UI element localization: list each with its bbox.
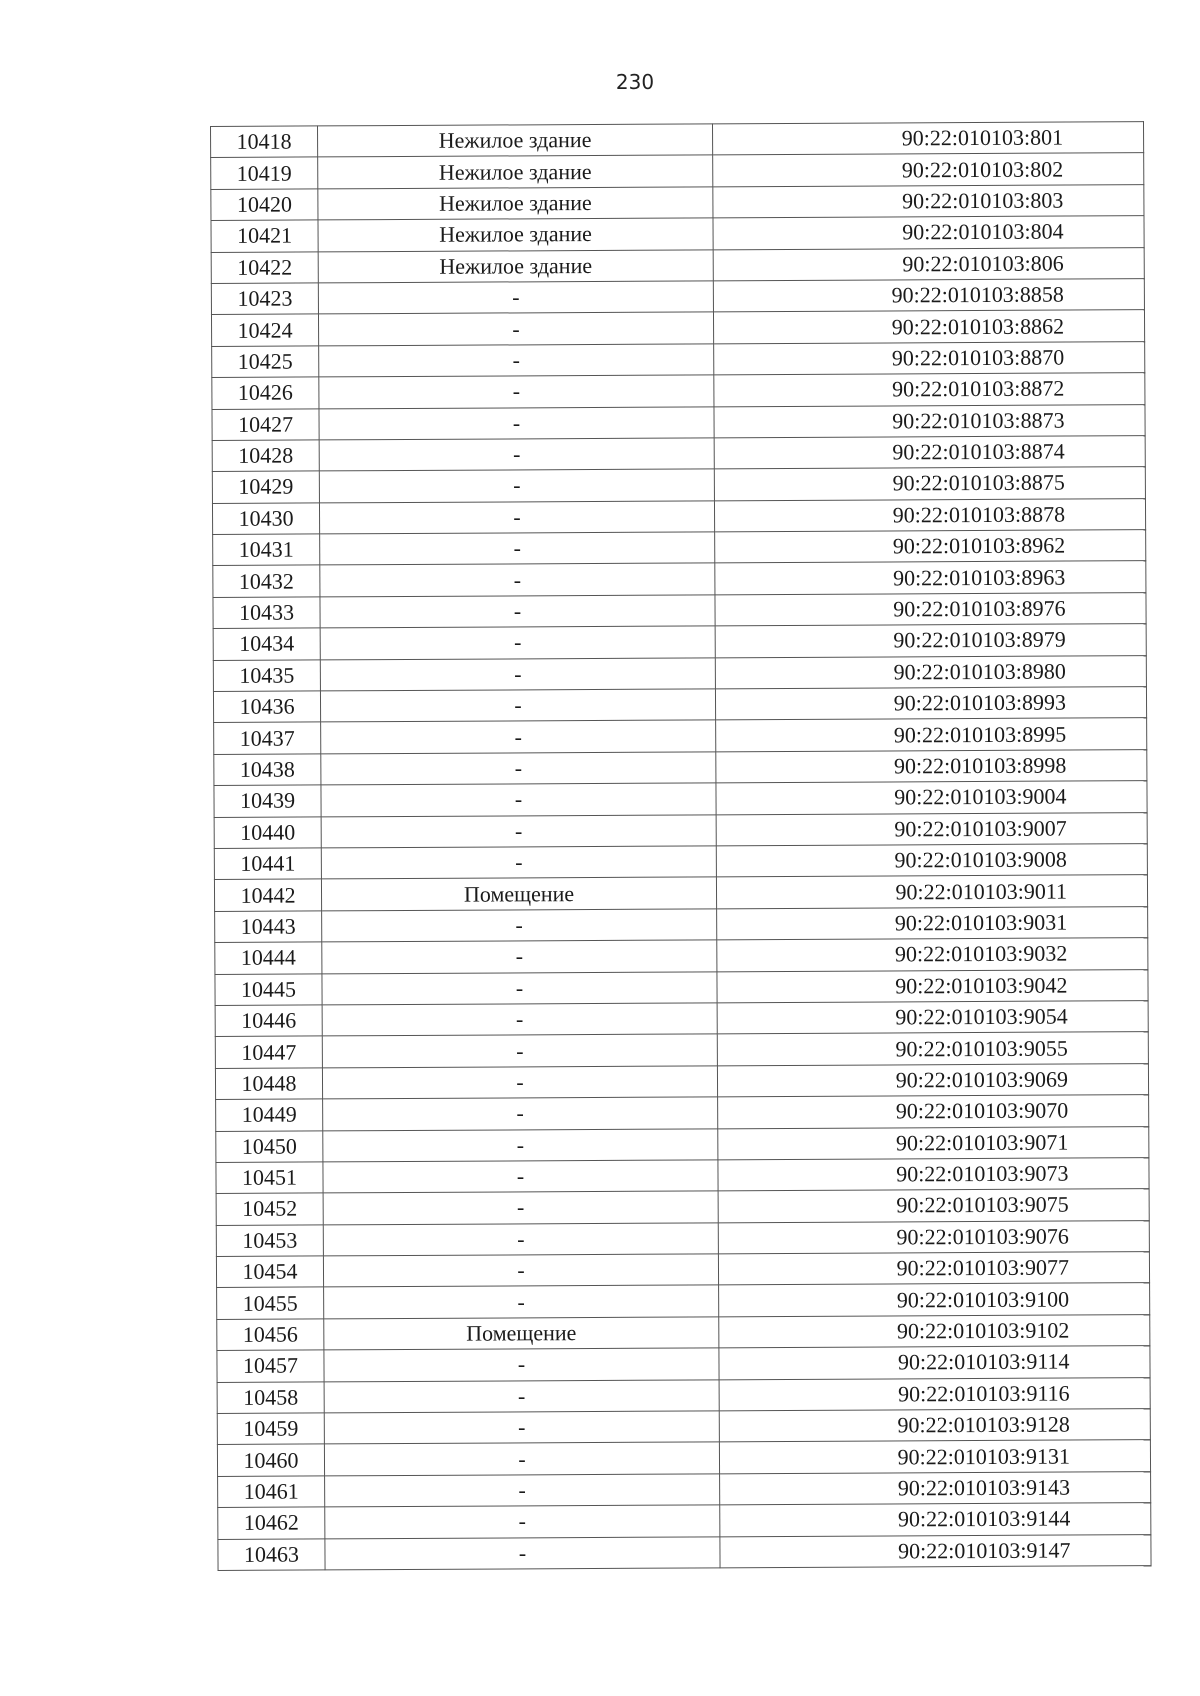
row-number-cell: 10440 xyxy=(214,817,321,849)
row-number-cell: 10448 xyxy=(215,1068,322,1100)
table-row xyxy=(215,1001,1148,1037)
table-row xyxy=(217,1346,1150,1382)
table-row xyxy=(213,687,1146,723)
table-row xyxy=(215,938,1148,974)
cadastral-number-cell: 90:22:010103:8870 xyxy=(714,341,1145,375)
table-row xyxy=(214,875,1147,911)
table-row xyxy=(217,1409,1150,1445)
object-name-cell: Нежилое здание xyxy=(318,155,713,188)
table-row xyxy=(214,781,1147,817)
object-name-cell: - xyxy=(324,1379,719,1412)
cadastral-number-cell: 90:22:010103:9143 xyxy=(720,1471,1151,1505)
table-row xyxy=(216,1252,1149,1288)
table-row xyxy=(215,1032,1148,1068)
object-name-cell: - xyxy=(323,1223,718,1256)
object-name-cell: - xyxy=(325,1474,720,1507)
table-row xyxy=(218,1471,1151,1507)
object-name-cell: - xyxy=(323,1254,718,1287)
cadastral-number-cell: 90:22:010103:9077 xyxy=(718,1252,1149,1286)
cadastral-number-cell: 90:22:010103:9131 xyxy=(719,1440,1150,1474)
row-number-cell: 10431 xyxy=(213,534,320,566)
cadastral-number-cell: 90:22:010103:8980 xyxy=(715,655,1146,689)
row-number-cell: 10442 xyxy=(214,879,321,911)
object-name-cell: - xyxy=(321,720,716,753)
cadastral-number-cell: 90:22:010103:9070 xyxy=(718,1095,1149,1129)
row-number-cell: 10422 xyxy=(211,251,318,283)
cadastral-number-cell: 90:22:010103:802 xyxy=(713,153,1144,187)
table-row xyxy=(215,1063,1148,1099)
object-name-cell: Нежилое здание xyxy=(318,187,713,220)
registry-table xyxy=(210,121,1152,1571)
object-name-cell: - xyxy=(320,658,715,691)
object-name-cell: - xyxy=(325,1505,720,1538)
cadastral-number-cell: 90:22:010103:9008 xyxy=(716,844,1147,878)
object-name-cell: Нежилое здание xyxy=(318,124,713,157)
object-name-cell: - xyxy=(324,1348,719,1381)
table-row xyxy=(213,624,1146,660)
cadastral-number-cell: 90:22:010103:9054 xyxy=(717,1001,1148,1035)
object-name-cell: - xyxy=(324,1411,719,1444)
table-row xyxy=(217,1314,1150,1350)
table-row xyxy=(216,1095,1149,1131)
row-number-cell: 10451 xyxy=(216,1162,323,1194)
table-row xyxy=(216,1126,1149,1162)
cadastral-number-cell: 90:22:010103:8962 xyxy=(715,530,1146,564)
row-number-cell: 10458 xyxy=(217,1382,324,1414)
object-name-cell: - xyxy=(318,312,713,345)
row-number-cell: 10462 xyxy=(218,1507,325,1539)
row-number-cell: 10453 xyxy=(216,1225,323,1257)
table-row xyxy=(211,310,1144,346)
object-name-cell: - xyxy=(319,438,714,471)
table-row xyxy=(217,1440,1150,1476)
cadastral-number-cell: 90:22:010103:8874 xyxy=(714,436,1145,470)
row-number-cell: 10439 xyxy=(214,785,321,817)
row-number-cell: 10447 xyxy=(215,1036,322,1068)
object-name-cell: Помещение xyxy=(324,1317,719,1350)
table-row xyxy=(213,530,1146,566)
table-row xyxy=(217,1283,1150,1319)
cadastral-number-cell: 90:22:010103:9055 xyxy=(717,1032,1148,1066)
object-name-cell: - xyxy=(320,595,715,628)
object-name-cell: - xyxy=(322,1003,717,1036)
cadastral-number-cell: 90:22:010103:9144 xyxy=(720,1503,1151,1537)
cadastral-number-cell: 90:22:010103:9100 xyxy=(719,1283,1150,1317)
object-name-cell: - xyxy=(322,1034,717,1067)
cadastral-number-cell: 90:22:010103:803 xyxy=(713,184,1144,218)
row-number-cell: 10446 xyxy=(215,1005,322,1037)
table-row xyxy=(211,247,1144,283)
row-number-cell: 10463 xyxy=(218,1538,325,1570)
cadastral-number-cell: 90:22:010103:9007 xyxy=(716,812,1147,846)
cadastral-number-cell: 90:22:010103:8979 xyxy=(715,624,1146,658)
cadastral-number-cell: 90:22:010103:8872 xyxy=(714,373,1145,407)
row-number-cell: 10457 xyxy=(217,1350,324,1382)
cadastral-number-cell: 90:22:010103:9032 xyxy=(717,938,1148,972)
cadastral-number-cell: 90:22:010103:8976 xyxy=(715,592,1146,626)
row-number-cell: 10444 xyxy=(215,942,322,974)
object-name-cell: - xyxy=(320,532,715,565)
cadastral-number-cell: 90:22:010103:9004 xyxy=(716,781,1147,815)
object-name-cell: - xyxy=(323,1191,718,1224)
row-number-cell: 10430 xyxy=(212,503,319,535)
table-row xyxy=(212,373,1145,409)
table-row xyxy=(214,718,1147,754)
object-name-cell: - xyxy=(323,1097,718,1130)
cadastral-number-cell: 90:22:010103:9128 xyxy=(719,1409,1150,1443)
row-number-cell: 10436 xyxy=(213,691,320,723)
row-number-cell: 10435 xyxy=(213,660,320,692)
registry-table-body xyxy=(211,122,1152,1571)
table-row xyxy=(211,122,1144,158)
row-number-cell: 10429 xyxy=(212,471,319,503)
cadastral-number-cell: 90:22:010103:9069 xyxy=(717,1063,1148,1097)
table-row xyxy=(213,655,1146,691)
object-name-cell: - xyxy=(325,1536,720,1569)
table-row xyxy=(212,498,1145,534)
row-number-cell: 10425 xyxy=(212,346,319,378)
table-row xyxy=(211,216,1144,252)
table-row xyxy=(217,1377,1150,1413)
table-row xyxy=(214,844,1147,880)
row-number-cell: 10424 xyxy=(211,314,318,346)
row-number-cell: 10418 xyxy=(211,126,318,158)
object-name-cell: - xyxy=(319,344,714,377)
cadastral-number-cell: 90:22:010103:8875 xyxy=(714,467,1145,501)
object-name-cell: - xyxy=(321,814,716,847)
table-row xyxy=(213,592,1146,628)
object-name-cell: - xyxy=(324,1285,719,1318)
cadastral-number-cell: 90:22:010103:8873 xyxy=(714,404,1145,438)
table-row xyxy=(216,1157,1149,1193)
object-name-cell: - xyxy=(323,1128,718,1161)
cadastral-number-cell: 90:22:010103:9073 xyxy=(718,1157,1149,1191)
cadastral-number-cell: 90:22:010103:9147 xyxy=(720,1534,1151,1568)
row-number-cell: 10427 xyxy=(212,408,319,440)
cadastral-number-cell: 90:22:010103:9031 xyxy=(717,906,1148,940)
row-number-cell: 10432 xyxy=(213,565,320,597)
object-name-cell: - xyxy=(319,375,714,408)
object-name-cell: - xyxy=(321,752,716,785)
row-number-cell: 10434 xyxy=(213,628,320,660)
page-number: 230 xyxy=(615,70,655,94)
cadastral-number-cell: 90:22:010103:9042 xyxy=(717,969,1148,1003)
row-number-cell: 10441 xyxy=(214,848,321,880)
cadastral-number-cell: 90:22:010103:8963 xyxy=(715,561,1146,595)
table-row xyxy=(218,1534,1151,1570)
cadastral-number-cell: 90:22:010103:8995 xyxy=(716,718,1147,752)
row-number-cell: 10452 xyxy=(216,1193,323,1225)
object-name-cell: Нежилое здание xyxy=(318,249,713,282)
object-name-cell: - xyxy=(321,846,716,879)
row-number-cell: 10450 xyxy=(216,1130,323,1162)
table-row xyxy=(211,279,1144,315)
cadastral-number-cell: 90:22:010103:8998 xyxy=(716,749,1147,783)
row-number-cell: 10423 xyxy=(211,283,318,315)
table-row xyxy=(214,812,1147,848)
table-row xyxy=(213,561,1146,597)
cadastral-number-cell: 90:22:010103:801 xyxy=(712,122,1143,156)
row-number-cell: 10456 xyxy=(217,1319,324,1351)
object-name-cell: - xyxy=(318,281,713,314)
table-row xyxy=(216,1220,1149,1256)
cadastral-number-cell: 90:22:010103:9102 xyxy=(719,1314,1150,1348)
table-row xyxy=(211,184,1144,220)
table-row xyxy=(214,749,1147,785)
object-name-cell: - xyxy=(320,563,715,596)
row-number-cell: 10420 xyxy=(211,189,318,221)
object-name-cell: - xyxy=(322,909,717,942)
object-name-cell: - xyxy=(322,1066,717,1099)
object-name-cell: - xyxy=(320,626,715,659)
object-name-cell: - xyxy=(319,501,714,534)
object-name-cell: - xyxy=(322,940,717,973)
object-name-cell: - xyxy=(323,1160,718,1193)
table-row xyxy=(212,404,1145,440)
row-number-cell: 10454 xyxy=(216,1256,323,1288)
row-number-cell: 10437 xyxy=(214,722,321,754)
row-number-cell: 10438 xyxy=(214,754,321,786)
row-number-cell: 10455 xyxy=(217,1287,324,1319)
row-number-cell: 10459 xyxy=(217,1413,324,1445)
cadastral-number-cell: 90:22:010103:9071 xyxy=(718,1126,1149,1160)
table-row xyxy=(212,436,1145,472)
row-number-cell: 10460 xyxy=(217,1444,324,1476)
table-row xyxy=(212,341,1145,377)
cadastral-number-cell: 90:22:010103:806 xyxy=(713,247,1144,281)
table-row xyxy=(215,906,1148,942)
table-row xyxy=(211,153,1144,189)
cadastral-number-cell: 90:22:010103:8878 xyxy=(714,498,1145,532)
table-row xyxy=(218,1503,1151,1539)
cadastral-number-cell: 90:22:010103:9075 xyxy=(718,1189,1149,1223)
row-number-cell: 10445 xyxy=(215,973,322,1005)
row-number-cell: 10433 xyxy=(213,597,320,629)
table-row xyxy=(216,1189,1149,1225)
cadastral-number-cell: 90:22:010103:8993 xyxy=(715,687,1146,721)
cadastral-number-cell: 90:22:010103:9076 xyxy=(718,1220,1149,1254)
row-number-cell: 10421 xyxy=(211,220,318,252)
row-number-cell: 10426 xyxy=(212,377,319,409)
row-number-cell: 10419 xyxy=(211,157,318,189)
row-number-cell: 10443 xyxy=(215,911,322,943)
object-name-cell: - xyxy=(322,971,717,1004)
object-name-cell: - xyxy=(324,1442,719,1475)
cadastral-number-cell: 90:22:010103:9116 xyxy=(719,1377,1150,1411)
object-name-cell: Нежилое здание xyxy=(318,218,713,251)
object-name-cell: - xyxy=(319,406,714,439)
cadastral-number-cell: 90:22:010103:9114 xyxy=(719,1346,1150,1380)
row-number-cell: 10449 xyxy=(216,1099,323,1131)
cadastral-number-cell: 90:22:010103:8858 xyxy=(713,279,1144,313)
row-number-cell: 10461 xyxy=(218,1476,325,1508)
object-name-cell: - xyxy=(321,783,716,816)
object-name-cell: - xyxy=(319,469,714,502)
table-row xyxy=(212,467,1145,503)
table-row xyxy=(215,969,1148,1005)
object-name-cell: - xyxy=(320,689,715,722)
object-name-cell: Помещение xyxy=(321,877,716,910)
cadastral-number-cell: 90:22:010103:8862 xyxy=(713,310,1144,344)
cadastral-number-cell: 90:22:010103:9011 xyxy=(716,875,1147,909)
cadastral-number-cell: 90:22:010103:804 xyxy=(713,216,1144,250)
row-number-cell: 10428 xyxy=(212,440,319,472)
